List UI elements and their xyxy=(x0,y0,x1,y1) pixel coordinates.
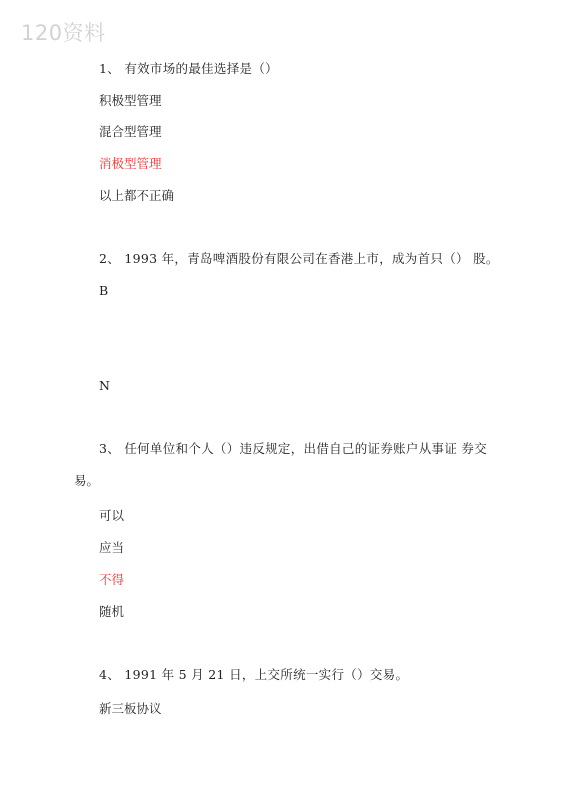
question-1-option-4[interactable]: 以上都不正确 xyxy=(99,188,175,203)
question-3-stem-continued: 易。 xyxy=(74,473,100,488)
question-1-stem: 1、 有效市场的最佳选择是（） xyxy=(99,61,278,76)
question-3-stem: 3、 任何单位和个人（）违反规定，出借自己的证券账户从事证 券交 xyxy=(99,441,488,456)
question-2-option-1[interactable]: B xyxy=(99,283,109,298)
question-1-option-3-correct[interactable]: 消极型管理 xyxy=(99,156,162,171)
question-4-stem: 4、 1991 年 5 月 21 日，上交所统一实行（）交易。 xyxy=(99,667,409,682)
watermark-logo: 120资料 xyxy=(21,21,106,45)
question-1-option-2[interactable]: 混合型管理 xyxy=(99,124,162,139)
question-3-option-2[interactable]: 应当 xyxy=(99,540,125,555)
question-1-option-1[interactable]: 积极型管理 xyxy=(99,93,162,108)
question-3-option-3-correct[interactable]: 不得 xyxy=(99,572,125,587)
question-4-option-1[interactable]: 新三板协议 xyxy=(99,701,162,716)
question-3-option-4[interactable]: 随机 xyxy=(99,604,125,619)
question-3-option-1[interactable]: 可以 xyxy=(99,508,125,523)
question-2-option-2[interactable]: N xyxy=(99,378,110,393)
question-2-stem: 2、 1993 年，青岛啤酒股份有限公司在香港上市，成为首只（） 股。 xyxy=(99,251,499,266)
